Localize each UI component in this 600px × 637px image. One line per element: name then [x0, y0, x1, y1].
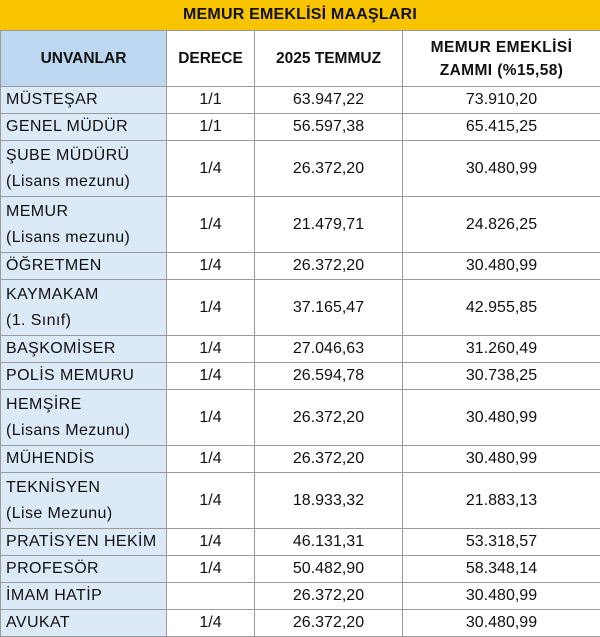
- raise-cell: 53.318,57: [403, 529, 600, 556]
- raise-cell: 21.883,13: [403, 473, 600, 529]
- title-text: İMAM HATİP: [6, 587, 103, 604]
- degree-cell: [167, 583, 255, 610]
- table-row: [1, 610, 600, 637]
- title-text: ŞUBE MÜDÜRÜ: [6, 146, 130, 164]
- salary-table: [0, 30, 600, 637]
- july-cell: 63.947,22: [255, 87, 403, 114]
- title-text: ÖĞRETMEN: [6, 257, 102, 274]
- title-cell: [1, 583, 167, 610]
- july-cell: 27.046,63: [255, 336, 403, 363]
- title-cell: [1, 446, 167, 473]
- title-cell: [1, 473, 167, 529]
- title-cell: [1, 114, 167, 141]
- title-subtext: (Lisans mezunu): [6, 228, 131, 246]
- title-text: MEMUR: [6, 202, 69, 220]
- title-text: MÜSTEŞAR: [6, 91, 99, 108]
- table-title: MEMUR EMEKLİSİ MAAŞLARI: [0, 0, 600, 31]
- title-text: GENEL MÜDÜR: [6, 118, 129, 135]
- degree-cell: 1/4: [167, 253, 255, 280]
- title-cell: [1, 529, 167, 556]
- title-text: MÜHENDİS: [6, 450, 95, 467]
- title-text: BAŞKOMİSER: [6, 340, 116, 357]
- raise-cell: 30.480,99: [403, 583, 600, 610]
- title-subtext: (Lisans Mezunu): [6, 421, 131, 439]
- table-row: [1, 529, 600, 556]
- degree-cell: 1/4: [167, 529, 255, 556]
- raise-cell: 65.415,25: [403, 114, 600, 141]
- degree-cell: 1/4: [167, 390, 255, 446]
- table-row: [1, 141, 600, 197]
- title-cell: [1, 253, 167, 280]
- header-raise-line1: MEMUR EMEKLİSİ: [430, 38, 573, 56]
- table-row: [1, 280, 600, 336]
- title-text: PROFESÖR: [6, 560, 99, 577]
- degree-cell: 1/4: [167, 141, 255, 197]
- table-row: [1, 583, 600, 610]
- header-row: [1, 31, 600, 87]
- raise-cell: 30.480,99: [403, 610, 600, 637]
- july-cell: 26.372,20: [255, 141, 403, 197]
- raise-cell: 30.738,25: [403, 363, 600, 390]
- title-cell: [1, 87, 167, 114]
- raise-cell: 31.260,49: [403, 336, 600, 363]
- july-cell: 26.372,20: [255, 583, 403, 610]
- title-cell: [1, 363, 167, 390]
- table-row: [1, 253, 600, 280]
- title-text: AVUKAT: [6, 614, 71, 631]
- july-cell: 26.372,20: [255, 390, 403, 446]
- degree-cell: 1/1: [167, 87, 255, 114]
- title-cell: [1, 197, 167, 253]
- raise-cell: 24.826,25: [403, 197, 600, 253]
- table-row: [1, 336, 600, 363]
- july-cell: 26.372,20: [255, 446, 403, 473]
- july-cell: 21.479,71: [255, 197, 403, 253]
- degree-cell: 1/4: [167, 446, 255, 473]
- july-cell: 26.372,20: [255, 253, 403, 280]
- title-text: TEKNİSYEN: [6, 478, 101, 496]
- raise-cell: 58.348,14: [403, 556, 600, 583]
- title-subtext: (Lise Mezunu): [6, 504, 113, 522]
- title-cell: [1, 336, 167, 363]
- july-cell: 26.372,20: [255, 610, 403, 637]
- title-cell: [1, 610, 167, 637]
- degree-cell: 1/4: [167, 336, 255, 363]
- table-row: [1, 446, 600, 473]
- header-july: 2025 TEMMUZ: [255, 31, 403, 87]
- raise-cell: 42.955,85: [403, 280, 600, 336]
- raise-cell: 30.480,99: [403, 446, 600, 473]
- table-body: [1, 87, 600, 637]
- header-degree: DERECE: [167, 31, 255, 87]
- degree-cell: 1/4: [167, 473, 255, 529]
- degree-cell: 1/4: [167, 280, 255, 336]
- degree-cell: 1/4: [167, 363, 255, 390]
- title-subtext: (Lisans mezunu): [6, 172, 131, 190]
- title-cell: [1, 141, 167, 197]
- title-cell: [1, 556, 167, 583]
- july-cell: 50.482,90: [255, 556, 403, 583]
- july-cell: 56.597,38: [255, 114, 403, 141]
- raise-cell: 30.480,99: [403, 253, 600, 280]
- degree-cell: 1/4: [167, 556, 255, 583]
- july-cell: 37.165,47: [255, 280, 403, 336]
- raise-cell: 30.480,99: [403, 390, 600, 446]
- title-text: POLİS MEMURU: [6, 367, 135, 384]
- raise-cell: 73.910,20: [403, 87, 600, 114]
- table-row: [1, 556, 600, 583]
- header-raise-line2: ZAMMI (%15,58): [439, 61, 564, 79]
- july-cell: 46.131,31: [255, 529, 403, 556]
- table-row: [1, 197, 600, 253]
- title-text: HEMŞİRE: [6, 395, 82, 413]
- table-row: [1, 473, 600, 529]
- july-cell: 26.594,78: [255, 363, 403, 390]
- table-row: [1, 87, 600, 114]
- degree-cell: 1/4: [167, 197, 255, 253]
- header-title: UNVANLAR: [1, 31, 167, 87]
- july-cell: 18.933,32: [255, 473, 403, 529]
- title-subtext: (1. Sınıf): [6, 311, 72, 329]
- table-row: [1, 114, 600, 141]
- degree-cell: 1/4: [167, 610, 255, 637]
- title-cell: [1, 390, 167, 446]
- title-text: KAYMAKAM: [6, 285, 99, 303]
- title-cell: [1, 280, 167, 336]
- header-raise: [403, 31, 600, 87]
- title-text: PRATİSYEN HEKİM: [6, 533, 157, 550]
- raise-cell: 30.480,99: [403, 141, 600, 197]
- table-row: [1, 390, 600, 446]
- table-row: [1, 363, 600, 390]
- degree-cell: 1/1: [167, 114, 255, 141]
